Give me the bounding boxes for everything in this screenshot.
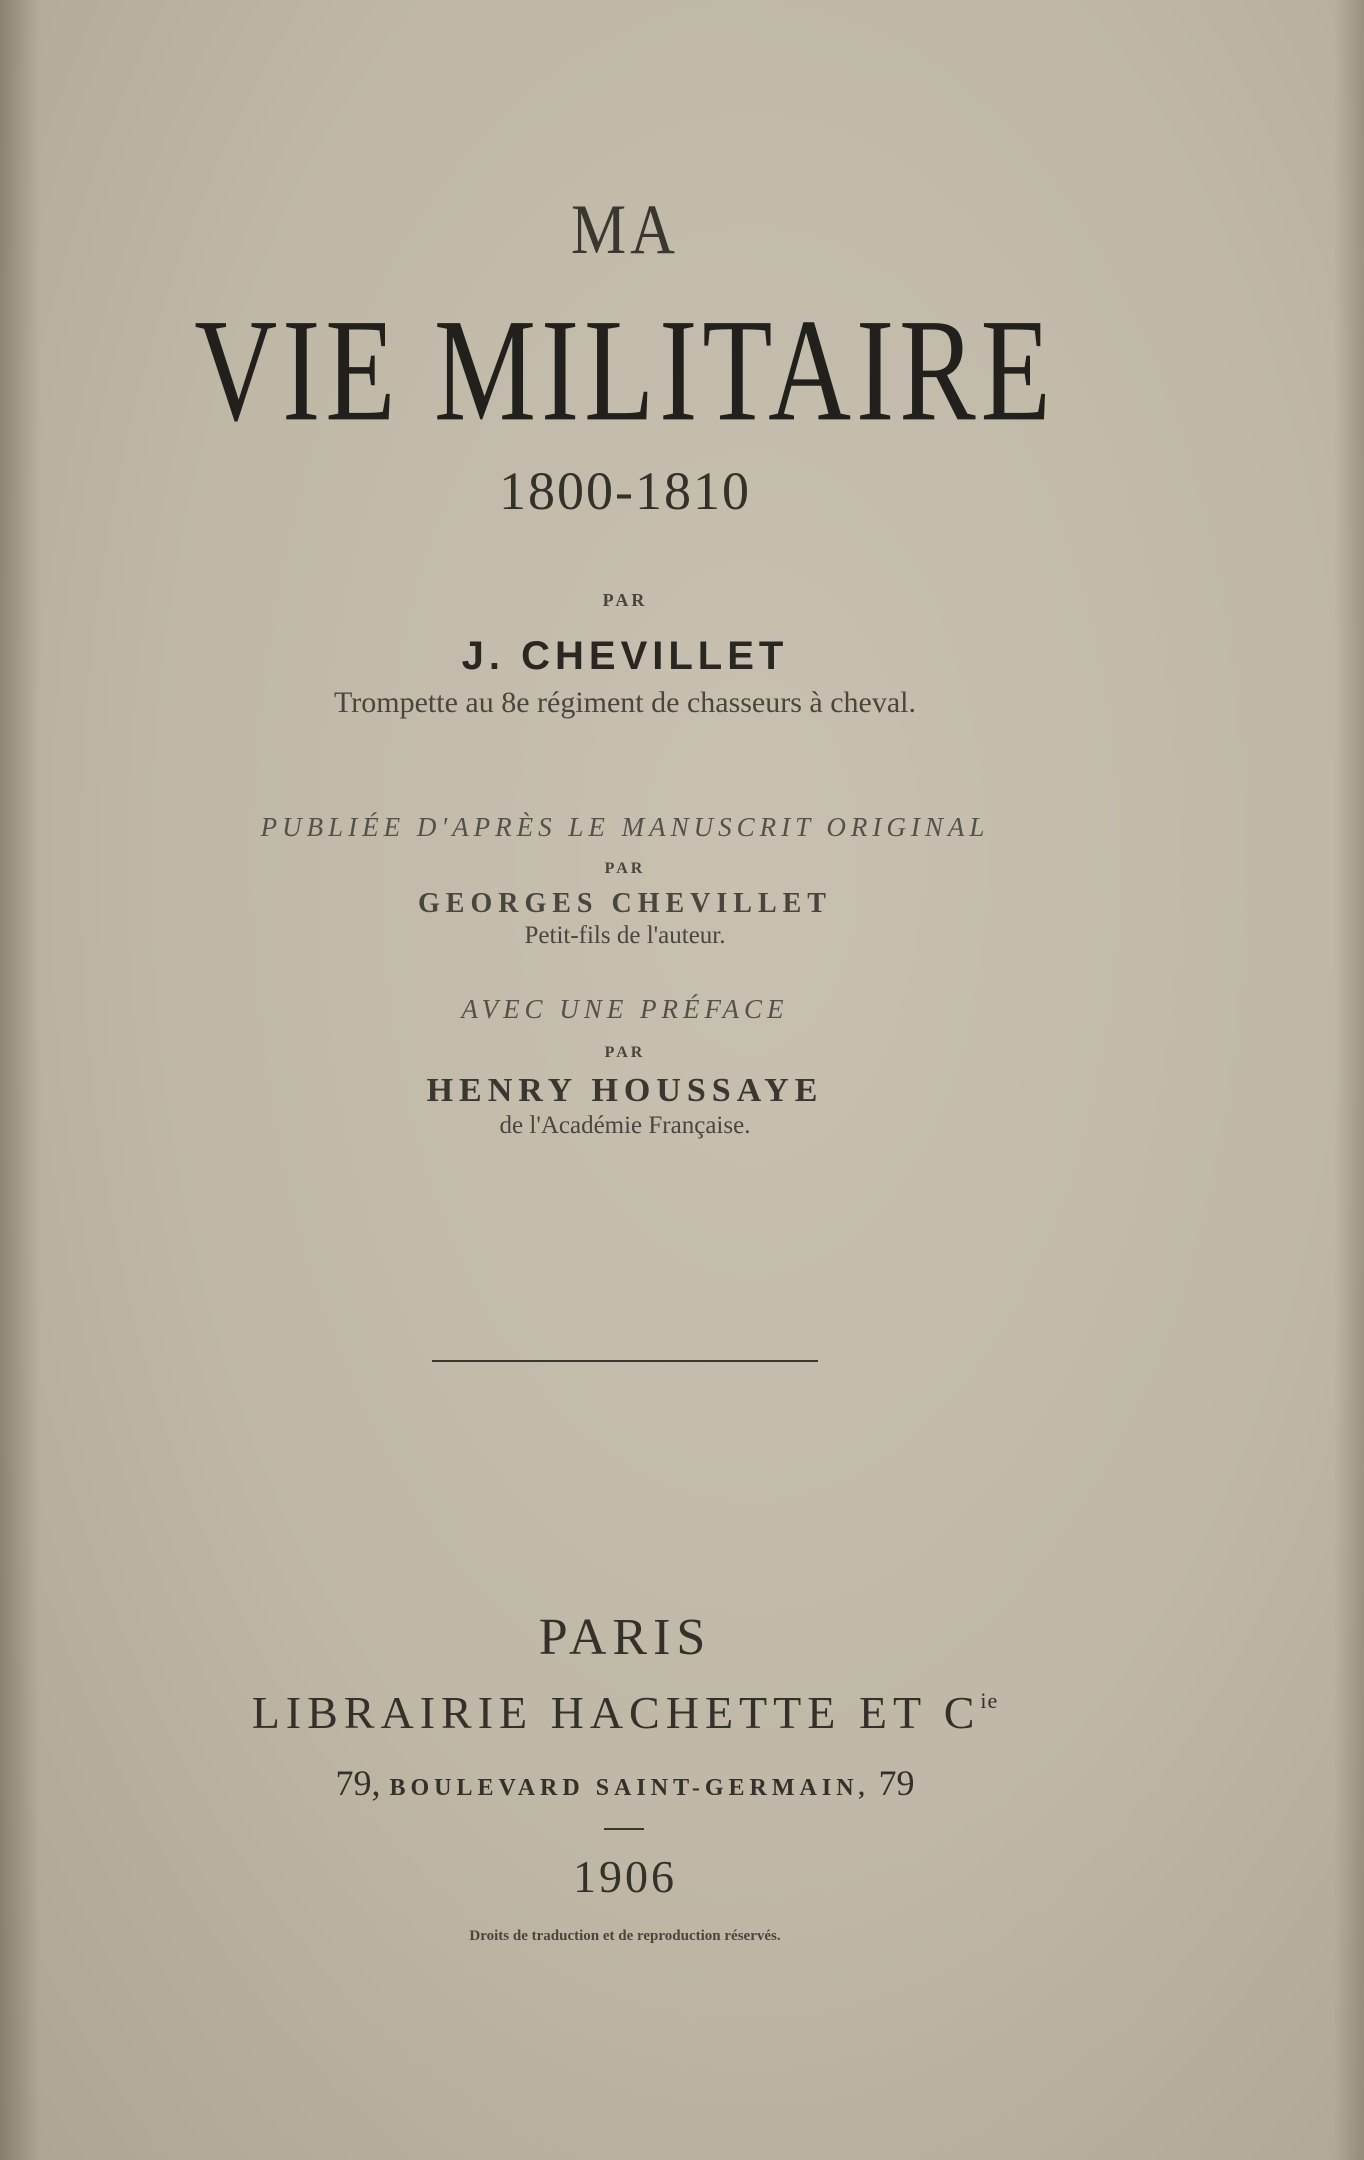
publisher-address [0,1762,1250,1804]
par-label-author: PAR [602,590,648,610]
publisher-main: LIBRAIRIE HACHETTE ET C [251,1687,981,1738]
address-number-right: 79 [878,1763,915,1803]
editor-name: GEORGES CHEVILLET [418,888,832,919]
section-divider [432,1360,818,1362]
publication-city: PARIS [538,1609,712,1666]
publication-note: PUBLIÉE D'APRÈS LE MANUSCRIT ORIGINAL [260,812,990,842]
par-label-editor: PAR [604,860,646,877]
publication-year: 1906 [573,1851,677,1902]
address-number-left: 79, [335,1763,381,1803]
author-name: J. CHEVILLET [461,634,789,678]
address-street: BOULEVARD SAINT-GERMAIN, [389,1775,870,1801]
pre-title: MA [571,190,679,270]
book-title: VIE MILITAIRE [194,289,1056,452]
author-role: Trompette au 8e régiment de chasseurs à cheval. [333,686,917,719]
page-edge-shadow-right [1334,0,1364,2160]
editor-role: Petit-fils de l'auteur. [524,922,726,949]
year-divider [604,1828,644,1830]
publisher-suffix: ie [980,1688,999,1713]
rights-notice: Droits de traduction et de reproduction réservés. [469,1928,781,1944]
par-label-prefacer: PAR [604,1044,646,1061]
prefacer-name: HENRY HOUSSAYE [426,1072,824,1109]
preface-note: AVEC UNE PRÉFACE [461,994,789,1024]
publisher-name [0,1686,1250,1739]
book-dates: 1800-1810 [499,461,751,521]
prefacer-role: de l'Académie Française. [499,1112,751,1139]
